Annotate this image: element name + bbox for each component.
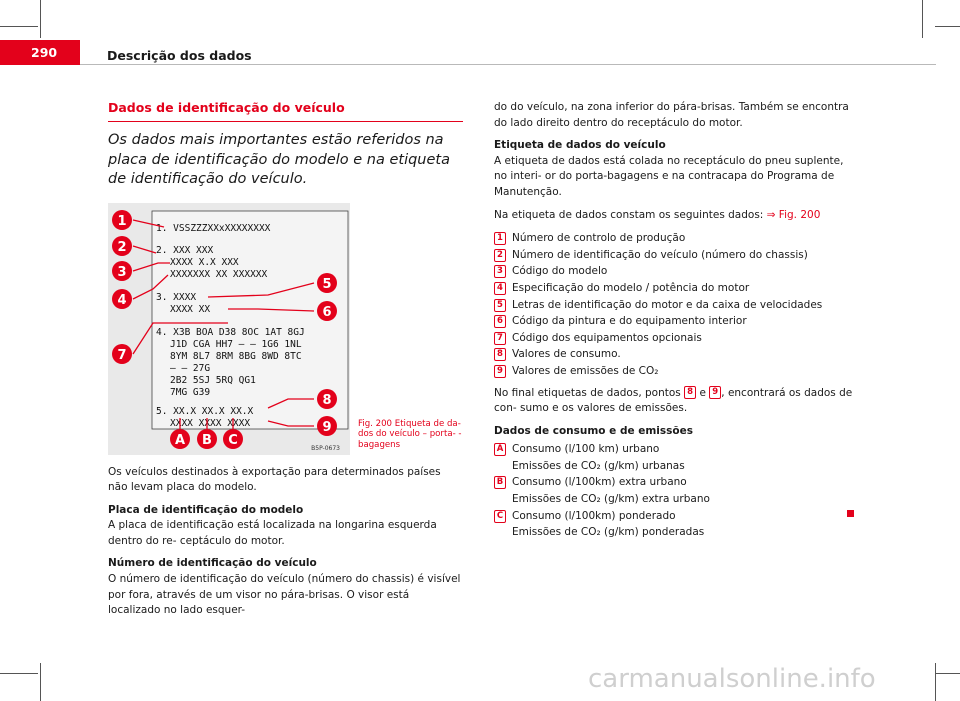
consumption-item <box>494 474 854 507</box>
label-row-2a: 2. XXX XXX <box>156 244 214 256</box>
emissions-line: Emissões de CO₂ (g/km) ponderadas <box>512 526 705 539</box>
consumption-line: Consumo (l/100km) ponderado <box>512 509 676 522</box>
marker-4 <box>112 289 132 309</box>
svg-text:5: 5 <box>322 276 332 292</box>
export-note: Os veículos destinados à exportação para determinados países não levam placa do modelo. <box>108 465 441 494</box>
label-row-4d: – – 27G <box>170 362 211 374</box>
item-text: Número de identificação do veículo (número do chassis) <box>512 248 808 261</box>
item-marker: A <box>494 443 506 456</box>
list-item <box>494 297 854 314</box>
marker-a <box>170 429 190 449</box>
item-marker: 1 <box>494 232 506 245</box>
item-marker: 7 <box>494 332 506 345</box>
label-row-4a: 4. X3B BOA D38 8OC 1AT 8GJ <box>156 326 305 338</box>
svg-text:4: 4 <box>117 292 127 308</box>
crop-mark <box>935 673 960 674</box>
item-text: Código dos equipamentos opcionais <box>512 331 702 344</box>
label-row-5b: XXXX XXXX XXXX <box>170 417 251 429</box>
vehicle-data-label-figure <box>108 203 350 455</box>
marker-3 <box>112 261 132 281</box>
note-text: No final etiquetas de dados, pontos <box>494 386 681 399</box>
consumption-note <box>494 386 854 417</box>
running-header-title: Descrição dos dados <box>107 48 252 63</box>
list-item <box>494 247 854 264</box>
list-item <box>494 230 854 247</box>
svg-text:A: A <box>174 432 186 448</box>
figure-200 <box>108 203 463 455</box>
item-text: Letras de identificação do motor e da caixa de velocidades <box>512 298 823 311</box>
item-text: Especificação do modelo / potência do motor <box>512 281 750 294</box>
list-item <box>494 330 854 347</box>
item-text: Código da pintura e do equipamento interior <box>512 315 747 328</box>
emissions-line: Emissões de CO₂ (g/km) urbanas <box>512 459 685 472</box>
subheading-model-plate: Placa de identificação do modelo <box>108 503 304 516</box>
consumption-line: Consumo (l/100km) extra urbano <box>512 476 687 489</box>
figure-caption: Fig. 200 Etiqueta de da- dos do veículo – porta- -bagagens <box>358 418 462 450</box>
marker-6 <box>317 301 337 321</box>
item-marker: 4 <box>494 282 506 295</box>
crop-mark <box>935 26 960 27</box>
label-row-2c: XXXXXXX XX XXXXXX <box>170 268 268 280</box>
crop-mark <box>935 663 936 701</box>
list-item <box>494 263 854 280</box>
emissions-line: Emissões de CO₂ (g/km) extra urbano <box>512 493 710 506</box>
data-label-text: A etiqueta de dados está colada no receptáculo do pneu suplente, no interi- or do porta-bagagens e na contracapa do Programa de Manutenção. <box>494 154 844 198</box>
item-marker: B <box>494 476 506 489</box>
crop-mark <box>0 26 38 27</box>
list-item <box>494 363 854 380</box>
marker-9 <box>317 416 337 436</box>
item-text: Valores de emissões de CO₂ <box>512 364 659 377</box>
crop-mark <box>40 663 41 701</box>
marker-1 <box>112 210 132 230</box>
note-and: e <box>699 386 706 399</box>
marker-2 <box>112 236 132 256</box>
svg-text:3: 3 <box>117 264 127 280</box>
vin-continued: do do veículo, na zona inferior do pára-brisas. Também se encontra do lado direito dentro do receptáculo do motor. <box>494 101 849 129</box>
list-item <box>494 313 854 330</box>
right-column <box>494 100 854 547</box>
left-body <box>108 465 463 619</box>
watermark: carmanualsonline.info <box>588 664 876 694</box>
data-label-contents-intro <box>494 208 854 224</box>
marker-b <box>197 429 217 449</box>
item-marker: 5 <box>494 299 506 312</box>
figure-code: B5P-0673 <box>311 444 340 452</box>
marker-c <box>223 429 243 449</box>
section-title: Dados de identificação do veículo <box>108 100 463 122</box>
label-row-3b: XXXX XX <box>170 303 211 315</box>
marker-7 <box>112 344 132 364</box>
subheading-data-label: Etiqueta de dados do veículo <box>494 139 666 152</box>
label-row-4c: 8YM 8L7 8RM 8BG 8WD 8TC <box>170 350 302 362</box>
consumption-line: Consumo (l/100 km) urbano <box>512 443 660 456</box>
crop-mark <box>0 673 38 674</box>
label-row-1: 1. VSSZZZXXxXXXXXXXX <box>156 222 271 234</box>
list-item <box>494 346 854 363</box>
svg-text:6: 6 <box>322 304 332 320</box>
marker-8 <box>317 389 337 409</box>
subheading-vin: Número de identificação do veículo <box>108 557 317 570</box>
note-text-end: , encontrará os dados de con- sumo e os valores de emissões. <box>494 386 853 415</box>
data-list <box>494 230 854 379</box>
svg-text:7: 7 <box>117 347 127 363</box>
subheading-consumption: Dados de consumo e de emissões <box>494 424 693 437</box>
item-text: Valores de consumo. <box>512 348 621 361</box>
label-row-4b: J1D CGA HH7 – – 1G6 1NL <box>170 338 302 350</box>
model-plate-text: A placa de identificação está localizada na longarina esquerda dentro do re- ceptáculo do motor. <box>108 519 437 547</box>
header-rule <box>80 64 936 65</box>
label-row-5a: 5. XX.X XX.X XX.X <box>156 405 254 417</box>
item-marker: 8 <box>494 348 506 361</box>
vin-text: O número de identificação do veículo (número do chassis) é visível por fora, através de um visor no pára-brisas. O visor está localizado no lado esquer- <box>108 573 461 617</box>
left-column <box>108 100 463 626</box>
consumption-item <box>494 508 854 541</box>
svg-text:B: B <box>202 432 212 448</box>
label-row-4e: 2B2 5SJ 5RQ QG1 <box>170 374 256 386</box>
section-end-mark <box>847 510 854 517</box>
marker-5 <box>317 273 337 293</box>
label-row-2b: XXXX X.X XXX <box>170 256 239 268</box>
label-row-3a: 3. XXXX <box>156 291 197 303</box>
svg-text:1: 1 <box>117 213 127 229</box>
page-number: 290 <box>31 45 58 60</box>
item-marker: 3 <box>494 265 506 278</box>
consumption-item <box>494 441 854 474</box>
label-row-4f: 7MG G39 <box>170 386 211 398</box>
svg-text:9: 9 <box>322 419 332 435</box>
marker-9-inline: 9 <box>709 386 721 399</box>
svg-text:8: 8 <box>322 392 332 408</box>
svg-text:C: C <box>228 432 238 448</box>
item-marker: 9 <box>494 365 506 378</box>
item-marker: 2 <box>494 249 506 262</box>
crop-mark <box>922 0 923 38</box>
item-text: Código do modelo <box>512 265 608 278</box>
figure-link[interactable]: ⇒ Fig. 200 <box>766 208 821 221</box>
section-intro: Os dados mais importantes estão referidos na placa de identificação do modelo e na etiqueta de identificação do veículo. <box>108 132 450 187</box>
consumption-list <box>494 441 854 541</box>
crop-mark <box>40 0 41 38</box>
list-item <box>494 280 854 297</box>
contents-intro-text: Na etiqueta de dados constam os seguintes dados: <box>494 208 764 221</box>
marker-8-inline: 8 <box>684 386 696 399</box>
item-marker: 6 <box>494 315 506 328</box>
svg-text:2: 2 <box>117 239 127 255</box>
item-marker: C <box>494 510 506 523</box>
item-text: Número de controlo de produção <box>512 232 686 245</box>
